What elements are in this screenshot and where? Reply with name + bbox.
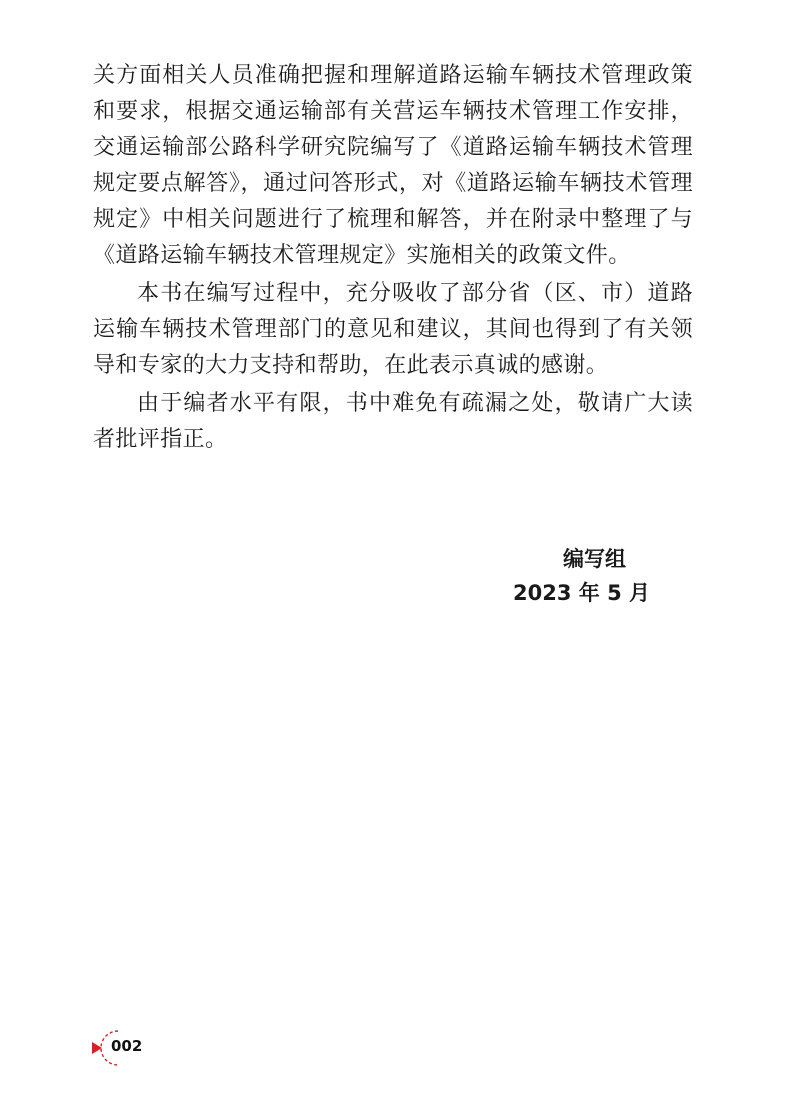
page-number: 002 xyxy=(111,1037,143,1055)
body-text xyxy=(93,58,693,460)
signature-org: 编写组 xyxy=(563,547,626,571)
signature-block xyxy=(513,542,650,610)
paragraph-acknowledgement: 本书在编写过程中，充分吸收了部分省（区、市）道路运输车辆技术管理部门的意见和建议，其间也得到了有关领导和专家的大力支持和帮助，在此表示真诚的感谢。 xyxy=(93,281,693,378)
signature-date: 2023 年 5 月 xyxy=(513,581,650,605)
paragraph-continuation: 关方面相关人员准确把握和理解道路运输车辆技术管理政策和要求，根据交通运输部有关营运车辆技术管理工作安排，交通运输部公路科学研究院编写了《道路运输车辆技术管理规定要点解答》，通过问答形式，对《道路运输车辆技术管理规定》中相关问题进行了梳理和解答，并在附录中整理了与《道路运输车辆技术管理规定》实施相关的政策文件。 xyxy=(93,63,693,268)
page-number-area xyxy=(90,1028,150,1068)
paragraph-closing: 由于编者水平有限，书中难免有疏漏之处，敬请广大读者批评指正。 xyxy=(93,391,693,452)
